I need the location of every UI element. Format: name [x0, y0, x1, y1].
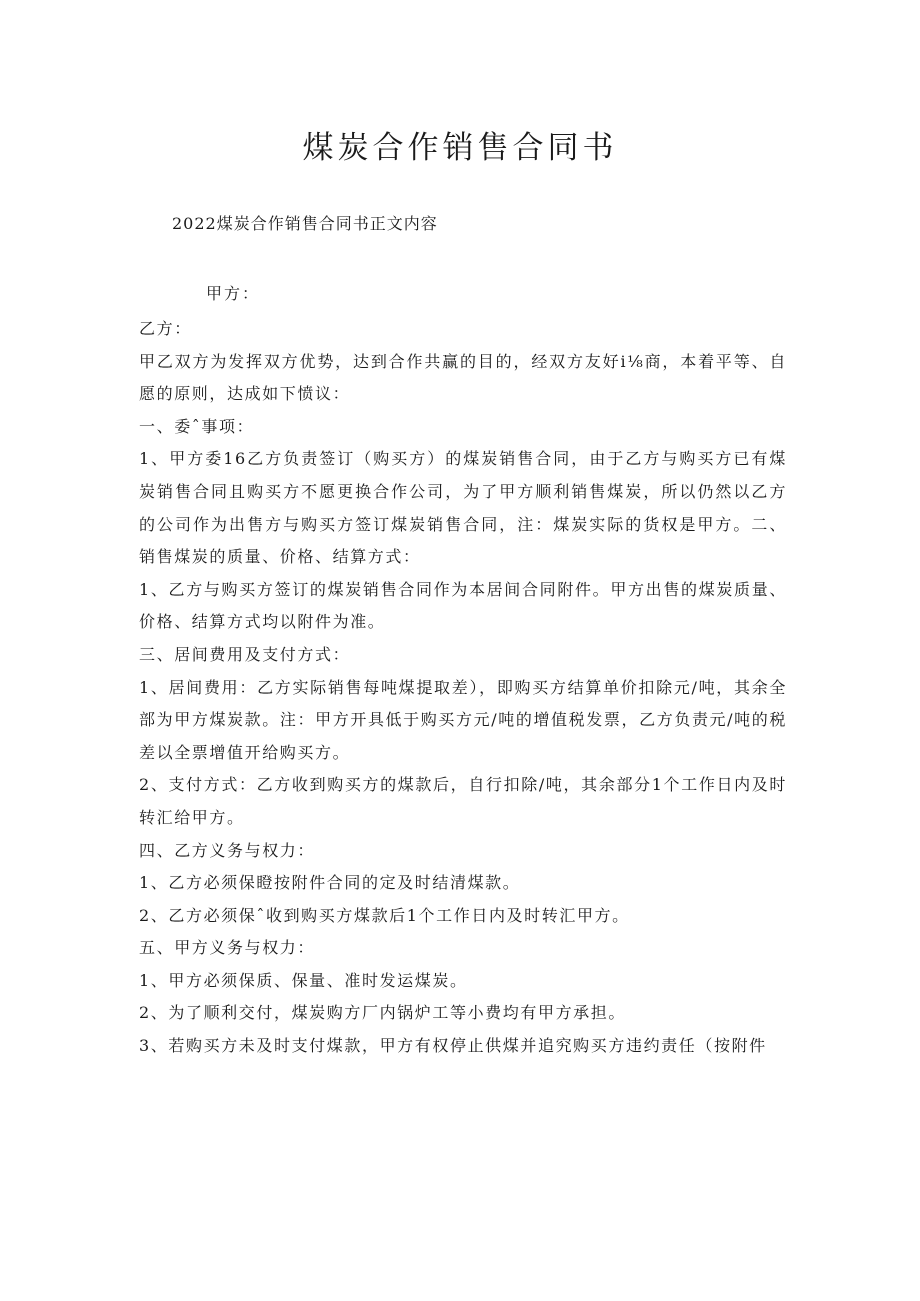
party-b-label: 乙方：	[139, 319, 192, 338]
contract-paragraph: 2、支付方式：乙方收到购买方的煤款后，自行扣除/吨，其余部分1个工作日内及时转汇给甲方。	[139, 775, 787, 827]
contract-paragraph: 1、甲方委16乙方负责签订（购买方）的煤炭销售合同，由于乙方与购买方已有煤炭销售合同且购买方不愿更换合作公司，为了甲方顺利销售煤炭，所以仍然以乙方的公司作为出售方与购买方签订煤炭销售合同，注：煤炭实际的货权是甲方。二、销售煤炭的质量、价格、结算方式：	[139, 449, 787, 567]
contract-paragraph: 2、乙方必须保ˆ收到购买方煤款后1个工作日内及时转汇甲方。	[139, 905, 630, 925]
contract-paragraph: 1、居间费用：乙方实际销售每吨煤提取差），即购买方结算单价扣除元/吨，其余全部为甲方煤炭款。注：甲方开具低于购买方元/吨的增值税发票，乙方负责元/吨的税差以全票增值开给购买方。	[139, 677, 787, 762]
section-heading: 五、甲方义务与权力：	[139, 938, 316, 958]
contract-paragraph: 2、为了顺利交付，煤炭购方厂内锅炉工等小费均有甲方承担。	[139, 1003, 626, 1023]
document-subtitle: 2022煤炭合作销售合同书正文内容	[172, 214, 438, 233]
section-heading: 三、居间费用及支付方式：	[139, 644, 351, 664]
contract-paragraph: 3、若购买方未及时支付煤款，甲方有权停止供煤并追究购买方违约责任（按附件	[139, 1036, 767, 1056]
contract-paragraph: 1、甲方必须保质、保量、准时发运煤炭。	[139, 970, 468, 990]
contract-paragraph: 甲乙双方为发挥双方优势，达到合作共赢的目的，经双方友好i⅛商，本着平等、自愿的原则，达成如下愤议：	[139, 351, 787, 404]
contract-paragraph: 1、乙方必须保瞪按附件合同的定及时结清煤款。	[139, 873, 521, 893]
contract-paragraph: 1、乙方与购买方签订的煤炭销售合同作为本居间合同附件。甲方出售的煤炭质量、价格、结算方式均以附件为准。	[139, 579, 787, 632]
document-title: 煤炭合作销售合同书	[302, 130, 618, 166]
contract-body	[139, 313, 787, 1063]
section-heading: 一、委ˆ事项：	[139, 416, 255, 436]
section-heading: 四、乙方义务与权力：	[139, 840, 316, 860]
party-a-label: 甲方：	[206, 284, 261, 303]
